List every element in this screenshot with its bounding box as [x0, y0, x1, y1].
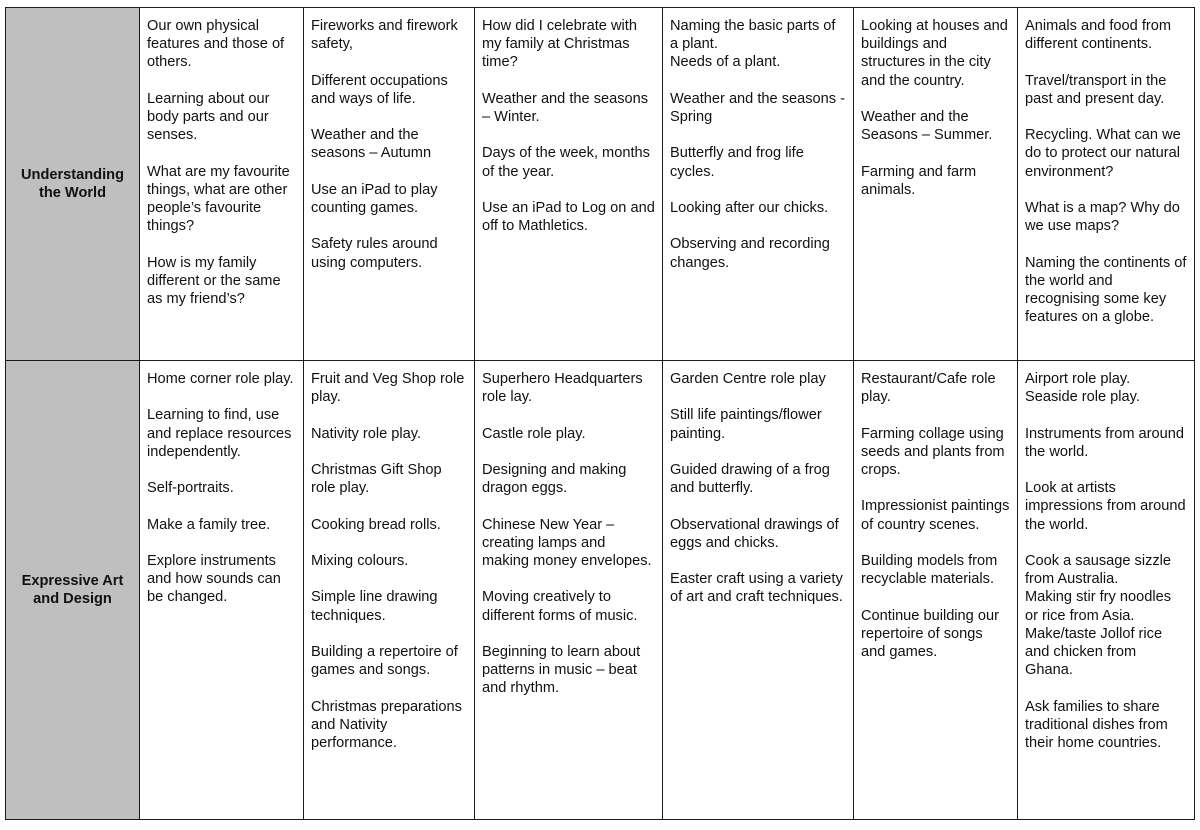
cell-paragraph: Explore instruments and how sounds can be changed. — [147, 552, 281, 606]
cell-paragraph: What is a map? Why do we use maps? — [1025, 199, 1180, 235]
cell-paragraph: Different occupations and ways of life. — [311, 72, 448, 107]
cell-paragraph: What are my favourite things, what are other people’s favourite things? — [147, 163, 290, 235]
area-header: Expressive Art and Design — [6, 361, 140, 820]
cell-paragraph: Airport role play. Seaside role play. — [1025, 371, 1140, 406]
cell-paragraph: Safety rules around using computers. — [311, 236, 438, 271]
row-expressive-art-and-design — [6, 361, 1195, 820]
term-cell — [475, 8, 663, 361]
cell-paragraph: Use an iPad to play counting games. — [311, 181, 438, 216]
cell-paragraph: Learning about our body parts and our senses. — [147, 90, 270, 144]
cell-paragraph: Castle role play. — [482, 425, 586, 442]
cell-paragraph: Travel/transport in the past and present day. — [1025, 72, 1167, 107]
term-cell — [1018, 361, 1195, 820]
term-cell — [1018, 8, 1195, 361]
cell-paragraph: Our own physical features and those of others. — [147, 18, 285, 71]
cell-paragraph: Still life paintings/flower painting. — [670, 407, 822, 442]
cell-paragraph: Fruit and Veg Shop role play. — [311, 371, 465, 406]
cell-paragraph: Observational drawings of eggs and chicks. — [670, 516, 839, 551]
cell-paragraph: Weather and the seasons – Autumn — [311, 127, 432, 162]
curriculum-table — [5, 7, 1195, 820]
cell-paragraph: Easter craft using a variety of art and craft techniques. — [670, 571, 843, 606]
cell-paragraph: Building a repertoire of games and songs. — [311, 643, 458, 679]
cell-paragraph: Mixing colours. — [311, 552, 409, 569]
cell-paragraph: Designing and making dragon eggs. — [482, 461, 627, 497]
cell-paragraph: Weather and the seasons – Winter. — [482, 90, 649, 125]
cell-paragraph: Superhero Headquarters role lay. — [482, 371, 643, 406]
cell-paragraph: Looking after our chicks. — [670, 199, 829, 216]
cell-paragraph: Learning to find, use and replace resources independently. — [147, 407, 292, 460]
cell-paragraph: Restaurant/Cafe role play. — [861, 371, 996, 406]
cell-paragraph: Impressionist paintings of country scenes. — [861, 498, 1010, 533]
cell-paragraph: Self-portraits. — [147, 480, 234, 497]
cell-paragraph: Make a family tree. — [147, 516, 271, 533]
area-header: Understanding the World — [6, 8, 140, 361]
cell-paragraph: Animals and food from different continents. — [1025, 18, 1172, 53]
cell-paragraph: Christmas preparations and Nativity performance. — [311, 698, 462, 751]
term-cell — [663, 361, 854, 820]
cell-paragraph: Chinese New Year – creating lamps and making money envelopes. — [482, 516, 652, 569]
cell-paragraph: Farming and farm animals. — [861, 163, 977, 198]
term-cell — [475, 361, 663, 820]
cell-paragraph: Weather and the Seasons – Summer. — [861, 109, 993, 144]
cell-paragraph: Look at artists impressions from around the world. — [1025, 480, 1186, 533]
cell-paragraph: Recycling. What can we do to protect our natural environment? — [1025, 127, 1181, 180]
cell-paragraph: Continue building our repertoire of songs and games. — [861, 607, 999, 660]
cell-paragraph: Moving creatively to different forms of music. — [482, 589, 638, 624]
cell-paragraph: Guided drawing of a frog and butterfly. — [670, 461, 830, 497]
cell-paragraph: Looking at houses and buildings and structures in the city and the country. — [861, 18, 1008, 89]
cell-paragraph: Cook a sausage sizzle from Australia. Making stir fry noodles or rice from Asia. Make/taste Jollof rice and chicken from Ghana. — [1025, 552, 1172, 679]
cell-paragraph: Christmas Gift Shop role play. — [311, 461, 442, 497]
cell-paragraph: How did I celebrate with my family at Christmas time? — [482, 18, 637, 71]
cell-paragraph: Use an iPad to Log on and off to Mathletics. — [482, 199, 655, 235]
cell-paragraph: Simple line drawing techniques. — [311, 589, 438, 624]
cell-paragraph: Observing and recording changes. — [670, 236, 830, 271]
term-cell — [140, 8, 304, 361]
cell-paragraph: Garden Centre role play — [670, 371, 826, 387]
term-cell — [304, 8, 475, 361]
cell-paragraph: Home corner role play. — [147, 371, 294, 387]
term-cell — [140, 361, 304, 820]
cell-paragraph: Fireworks and firework safety, — [311, 18, 458, 53]
cell-paragraph: Beginning to learn about patterns in music – beat and rhythm. — [482, 643, 641, 697]
term-cell — [854, 8, 1018, 361]
cell-paragraph: Farming collage using seeds and plants from crops. — [861, 425, 1005, 478]
cell-paragraph: Ask families to share traditional dishes from their home countries. — [1025, 698, 1168, 751]
cell-paragraph: Cooking bread rolls. — [311, 516, 441, 533]
row-understanding-the-world — [6, 8, 1195, 361]
cell-paragraph: How is my family different or the same as my friend’s? — [147, 254, 281, 307]
term-cell — [304, 361, 475, 820]
cell-paragraph: Days of the week, months of the year. — [482, 145, 650, 180]
term-cell — [663, 8, 854, 361]
cell-paragraph: Nativity role play. — [311, 425, 422, 442]
cell-paragraph: Butterfly and frog life cycles. — [670, 145, 804, 180]
cell-paragraph: Building models from recyclable materials. — [861, 552, 998, 588]
cell-paragraph: Weather and the seasons - Spring — [670, 90, 845, 125]
term-cell — [854, 361, 1018, 820]
cell-paragraph: Naming the basic parts of a plant. Needs of a plant. — [670, 18, 836, 71]
cell-paragraph: Instruments from around the world. — [1025, 425, 1184, 460]
cell-paragraph: Naming the continents of the world and recognising some key features on a globe. — [1025, 254, 1187, 326]
